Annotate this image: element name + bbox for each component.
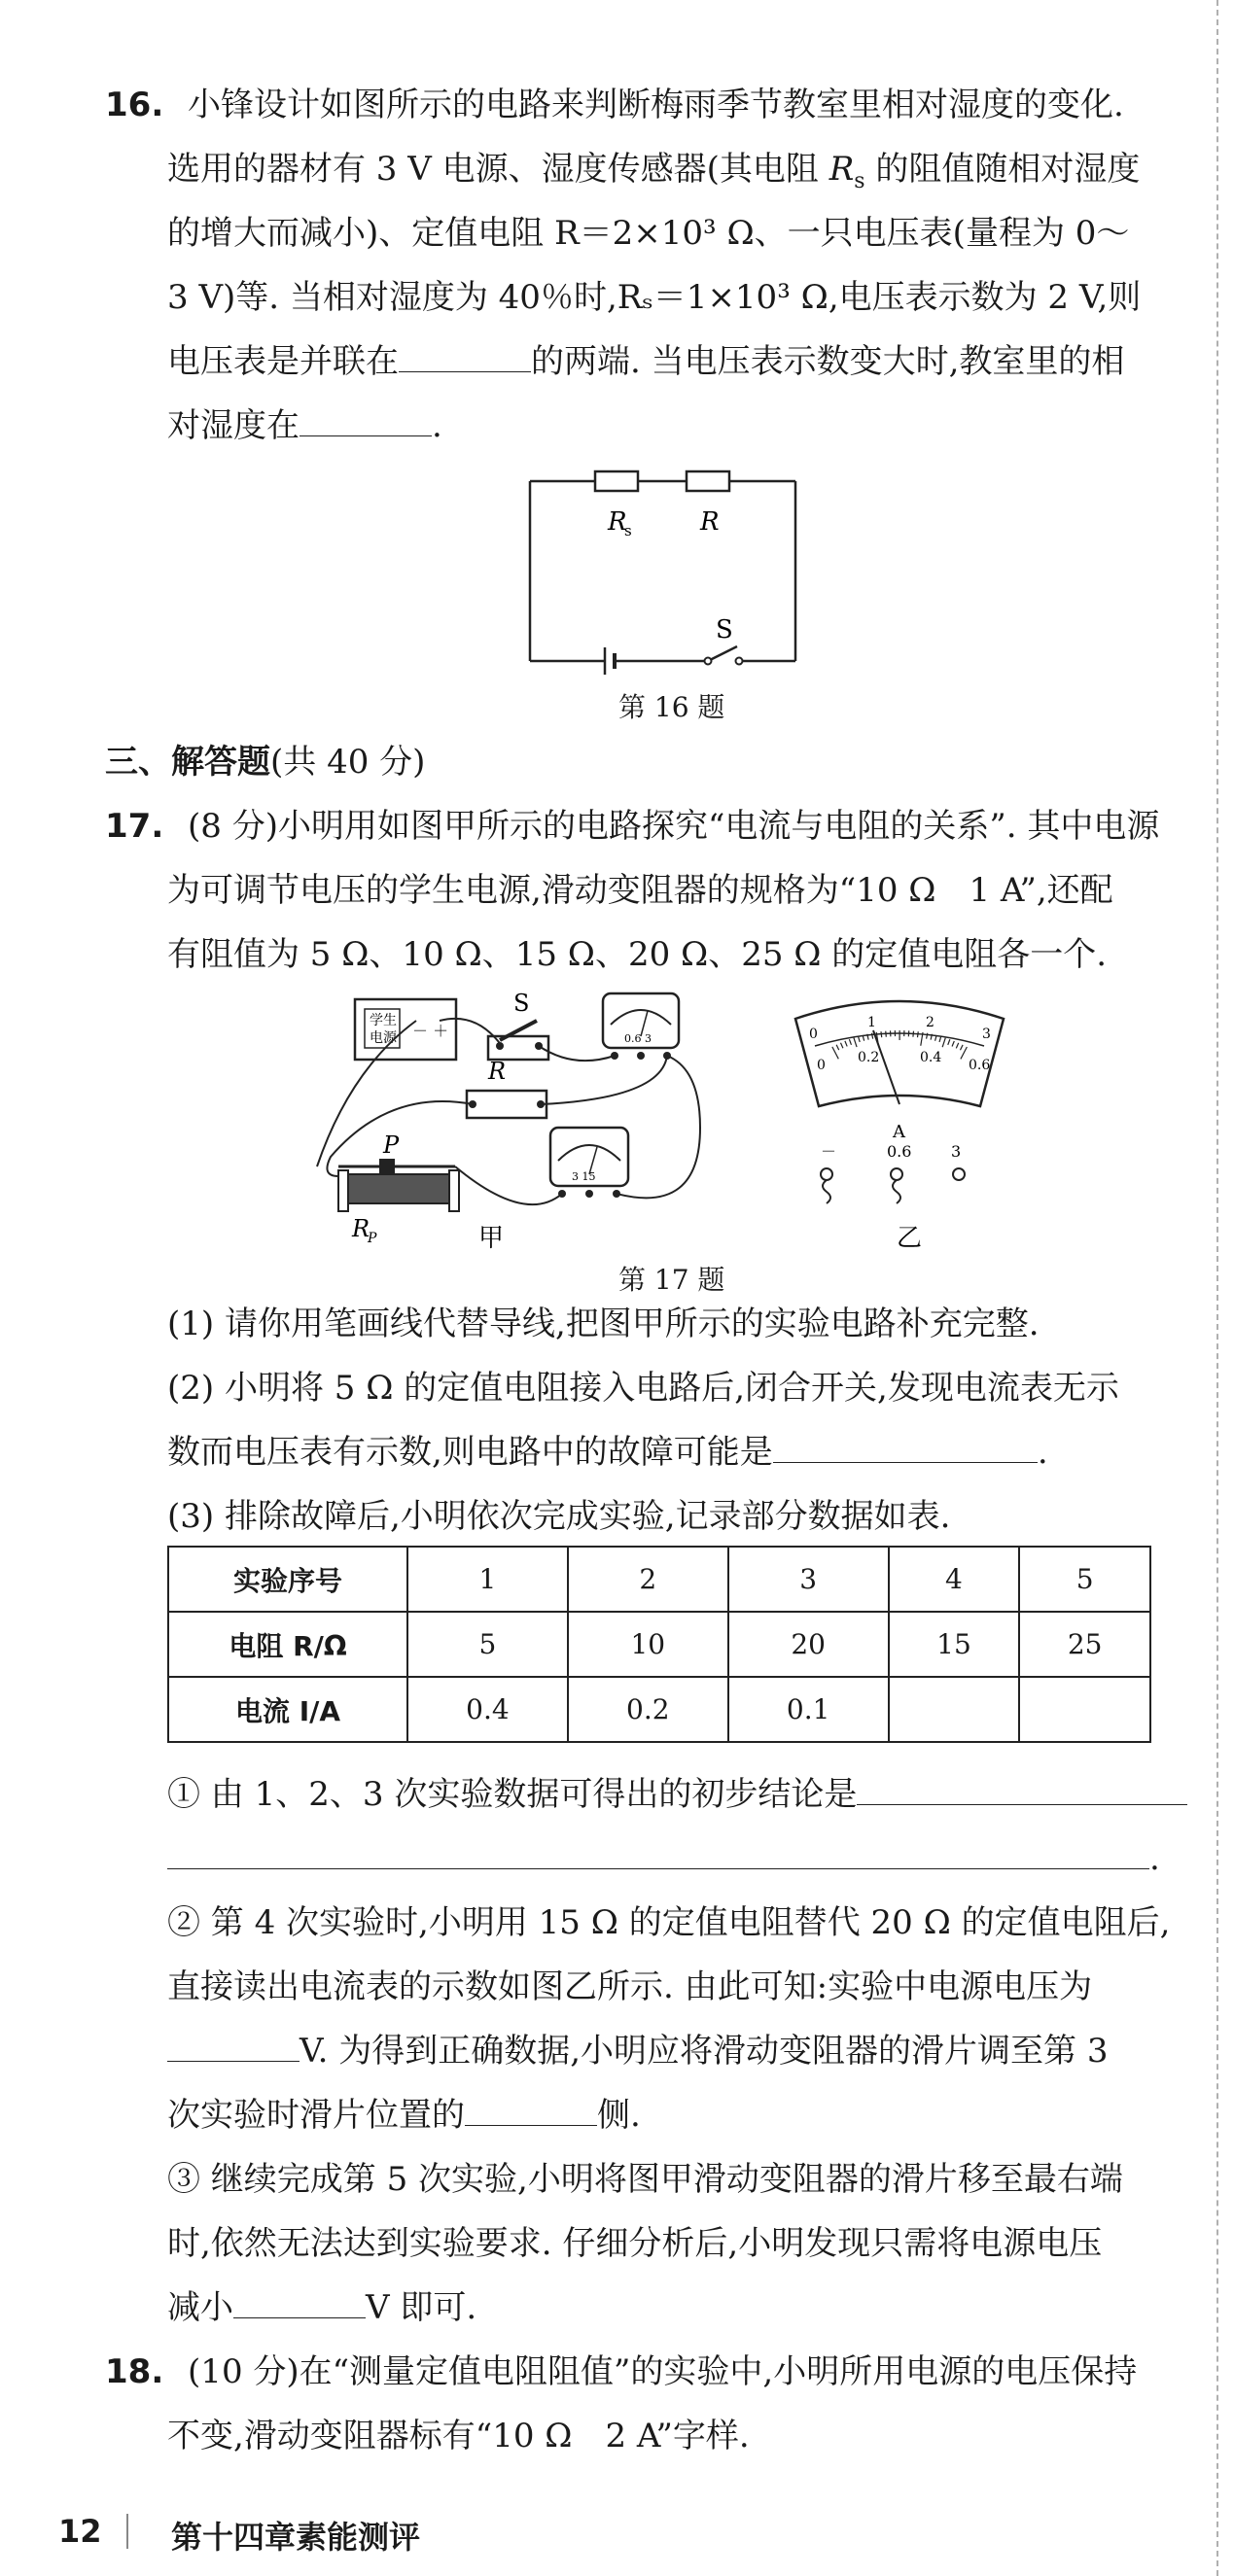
q16-text-2a: 选用的器材有 3 V 电源、湿度传感器(其电阻 <box>167 150 829 189</box>
terminal-minus-label: － <box>821 1142 837 1161</box>
svg-text:S: S <box>513 990 530 1017</box>
rs-label: R <box>608 507 627 537</box>
section-points: (共 40 分) <box>270 743 426 782</box>
switch-lever <box>708 646 737 661</box>
table-cell: 0.1 <box>728 1677 889 1742</box>
table-row <box>168 1612 1150 1677</box>
table-cell: 15 <box>889 1612 1020 1677</box>
table-cell: 25 <box>1019 1612 1150 1677</box>
q17-part1: (1) 请你用笔画线代替导线,把图甲所示的实验电路补充完整. <box>167 1305 1040 1343</box>
q17-text-s1-end: . <box>1149 1839 1160 1878</box>
q16-line6 <box>167 406 442 445</box>
q17-text-s1: ① 由 1、2、3 次实验数据可得出的初步结论是 <box>167 1775 858 1814</box>
q17-sub2-line3 <box>167 2032 1108 2071</box>
q18-line1 <box>105 2352 1137 2391</box>
footer-divider <box>126 2514 128 2549</box>
q17-text-p2a: 数而电压表有示数,则电路中的故障可能是 <box>167 1433 773 1472</box>
q17-caption: 第 17 题 <box>618 1264 725 1296</box>
svg-text:3: 3 <box>982 1027 991 1042</box>
table-cell: 5 <box>1019 1547 1150 1612</box>
svg-text:P: P <box>383 1131 400 1159</box>
q17-line1 <box>105 807 1159 846</box>
experiment-data-table <box>167 1546 1151 1743</box>
q17-text-s3-3b: V 即可. <box>366 2288 477 2327</box>
dial-tick <box>917 1031 918 1037</box>
q17-text-s2-3: V. 为得到正确数据,小明应将滑动变阻器的滑片调至第 3 <box>300 2032 1109 2071</box>
q17-sub1-line2 <box>167 1839 1160 1878</box>
q17-figure-b <box>778 992 1021 1254</box>
q16-line5 <box>167 342 1124 381</box>
q17-part2-line2 <box>167 1433 1048 1472</box>
svg-text:R: R <box>352 1215 370 1242</box>
table-cell: 4 <box>889 1547 1020 1612</box>
table-cell-empty[interactable] <box>889 1677 1020 1742</box>
table-row <box>168 1677 1150 1742</box>
q17-sub2-line1: ② 第 4 次实验时,小明用 15 Ω 的定值电阻替代 20 Ω 的定值电阻后, <box>167 1903 1171 1942</box>
table-header-current: 电流 I/A <box>168 1677 407 1742</box>
svg-text:－ ＋: － ＋ <box>412 1022 449 1040</box>
cut-line <box>1216 0 1218 2576</box>
svg-text:0: 0 <box>809 1027 818 1042</box>
q16-text-6a: 对湿度在 <box>167 406 300 445</box>
q17-text-s3-3a: 减小 <box>167 2288 233 2327</box>
q17-text-s2-4a: 次实验时滑片位置的 <box>167 2096 465 2135</box>
q17-blank-side[interactable] <box>465 2096 597 2126</box>
q16-line1 <box>105 86 1124 124</box>
q18-number: 18. <box>105 2352 164 2391</box>
q17-text-p2b: . <box>1037 1433 1048 1472</box>
ammeter-terminals <box>821 1168 965 1203</box>
svg-text:0.6: 0.6 <box>969 1058 991 1073</box>
switch-label: S <box>716 615 733 644</box>
table-cell: 0.4 <box>407 1677 568 1742</box>
section-title: 三、解答题 <box>105 743 270 782</box>
svg-text:学生: 学生 <box>370 1013 397 1028</box>
q16-blank-2[interactable] <box>300 406 432 436</box>
q17-sub2-line2: 直接读出电流表的示数如图乙所示. 由此可知:实验中电源电压为 <box>167 1967 1093 2006</box>
rs-resistor <box>595 471 638 491</box>
q17-sub3-line2: 时,依然无法达到实验要求. 仔细分析后,小明发现只需将电源电压 <box>167 2224 1103 2263</box>
q16-circuit-diagram <box>506 457 817 680</box>
q17-figure-a <box>311 982 720 1254</box>
page-number: 12 <box>58 2513 102 2550</box>
r-label: R <box>700 507 720 537</box>
q17-part3: (3) 排除故障后,小明依次完成实验,记录部分数据如表. <box>167 1497 951 1536</box>
q17-sub2-line4 <box>167 2096 641 2135</box>
q16-number: 16. <box>105 86 164 124</box>
voltmeter <box>550 1128 628 1198</box>
svg-text:电源: 电源 <box>370 1030 397 1046</box>
q16-text-6b: . <box>432 406 442 445</box>
table-cell: 10 <box>568 1612 728 1677</box>
q18-text-1: (10 分)在“测量定值电阻阻值”的实验中,小明所用电源的电压保持 <box>188 2352 1138 2391</box>
q16-line3: 的增大而减小)、定值电阻 R＝2×10³ Ω、一只电压表(量程为 0～ <box>167 214 1130 253</box>
chapter-title: 第十四章素能测评 <box>171 2519 421 2556</box>
table-cell: 2 <box>568 1547 728 1612</box>
svg-text:0.2: 0.2 <box>858 1050 880 1065</box>
section-heading <box>105 743 425 782</box>
q16-text-5a: 电压表是并联在 <box>167 342 399 381</box>
svg-text:2: 2 <box>926 1015 934 1030</box>
q17-blank-fault[interactable] <box>773 1433 1038 1463</box>
table-row <box>168 1547 1150 1612</box>
svg-text:1: 1 <box>867 1015 876 1030</box>
q16-line2 <box>167 150 1140 201</box>
svg-text:0: 0 <box>817 1058 826 1073</box>
q17-sub3-line1: ③ 继续完成第 5 次实验,小明将图甲滑动变阻器的滑片移至最右端 <box>167 2160 1123 2199</box>
q17-sub1-line1 <box>167 1775 1187 1814</box>
figure-a-label: 甲 <box>478 1224 505 1253</box>
q16-text-2b: 的阻值随相对湿度 <box>864 150 1141 189</box>
q16-rs-symbol: R <box>829 150 855 189</box>
table-header-trial: 实验序号 <box>168 1547 407 1612</box>
fixed-resistor-r <box>467 1058 546 1118</box>
q16-caption: 第 16 题 <box>618 691 725 723</box>
table-cell: 0.2 <box>568 1677 728 1742</box>
svg-text:P: P <box>368 1231 377 1246</box>
q17-line3: 有阻值为 5 Ω、10 Ω、15 Ω、20 Ω、25 Ω 的定值电阻各一个. <box>167 935 1108 974</box>
q17-line2: 为可调节电压的学生电源,滑动变阻器的规格为“10 Ω 1 A”,还配 <box>167 871 1113 910</box>
q16-line4: 3 V)等. 当相对湿度为 40％时,Rₛ＝1×10³ Ω,电压表示数为 2 V,则 <box>167 278 1142 317</box>
terminal-3-label: 3 <box>951 1142 962 1161</box>
dial-tick <box>881 1031 882 1037</box>
dial-tick <box>913 1031 914 1037</box>
sliding-rheostat <box>338 1131 459 1246</box>
rs-sub-label: s <box>624 522 632 540</box>
q16-blank-1[interactable] <box>399 342 531 372</box>
table-header-resistance: 电阻 R/Ω <box>168 1612 407 1677</box>
terminal-06-label: 0.6 <box>887 1142 912 1161</box>
table-cell: 5 <box>407 1612 568 1677</box>
q16-rs-sub: s <box>854 168 865 193</box>
ammeter-unit-label: A <box>893 1122 905 1142</box>
table-cell: 1 <box>407 1547 568 1612</box>
svg-text:0.6 3: 0.6 3 <box>624 1032 652 1045</box>
knife-switch <box>488 990 548 1060</box>
q18-line2: 不变,滑动变阻器标有“10 Ω 2 A”字样. <box>167 2417 750 2455</box>
q17-number: 17. <box>105 807 164 846</box>
q17-part2-line1: (2) 小明将 5 Ω 的定值电阻接入电路后,闭合开关,发现电流表无示 <box>167 1369 1119 1408</box>
ammeter-dial <box>795 1001 1004 1106</box>
dial-tick <box>886 1031 887 1037</box>
q16-text-1: 小锋设计如图所示的电路来判断梅雨季节教室里相对湿度的变化. <box>188 86 1124 124</box>
q17-sub3-line3 <box>167 2288 476 2327</box>
q16-text-5b: 的两端. 当电压表示数变大时,教室里的相 <box>531 342 1125 381</box>
figure-b-label: 乙 <box>897 1224 923 1253</box>
ammeter <box>603 993 679 1060</box>
svg-text:3 15: 3 15 <box>572 1170 596 1183</box>
table-cell: 3 <box>728 1547 889 1612</box>
q17-text-1: (8 分)小明用如图甲所示的电路探究“电流与电阻的关系”. 其中电源 <box>188 807 1160 846</box>
q17-blank-reduce[interactable] <box>233 2288 366 2318</box>
q17-blank-conclusion-1[interactable] <box>857 1775 1187 1805</box>
r-resistor <box>687 471 729 491</box>
q17-blank-conclusion-2[interactable] <box>167 1839 1149 1869</box>
table-cell-empty[interactable] <box>1019 1677 1150 1742</box>
q17-text-s2-4b: 侧. <box>597 2096 641 2135</box>
q17-blank-voltage[interactable] <box>167 2032 300 2062</box>
svg-text:R: R <box>488 1058 507 1085</box>
svg-text:0.4: 0.4 <box>920 1050 942 1065</box>
table-cell: 20 <box>728 1612 889 1677</box>
